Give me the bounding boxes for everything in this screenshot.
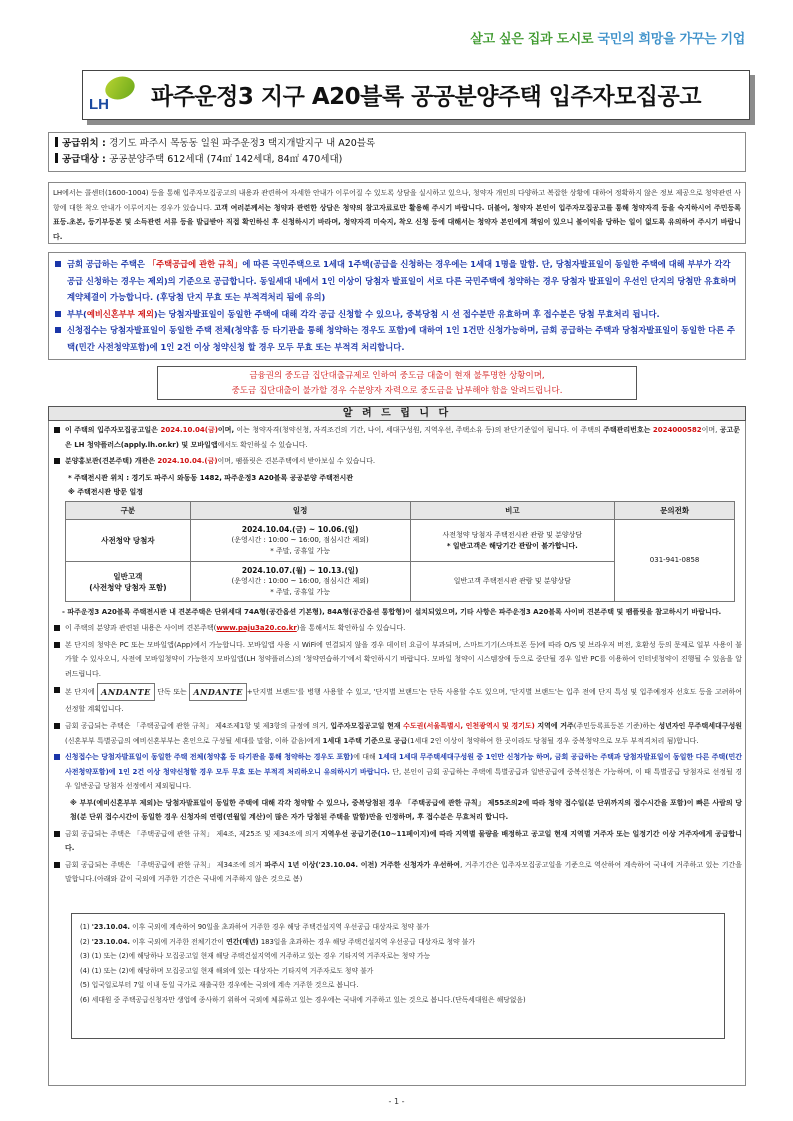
para-text: 지역에 거주: [534, 722, 574, 730]
housing-management-number: 2024000582: [652, 426, 702, 434]
loan-notice-line: 중도금 집단대출이 불가할 경우 수분양자 자력으로 중도금을 납부해야 함을 알려드립니다.: [231, 386, 563, 396]
blue-square-bullet-icon: [55, 311, 61, 317]
rule-text: 이후 국외에 거주한 전체기간이: [130, 937, 227, 946]
rule-item: [80, 935, 716, 950]
para-text: (1세대 2인 이상이 청약하여 한 곳이라도 당첨될 경우 중복청약으로 모두 부적격처리 됨)합니다.: [407, 736, 699, 745]
schedule-hours: (운영시간 : 10:00 ~ 16:00, 점심시간 제외): [231, 577, 369, 585]
exhibition-location: * 주택전시관 위치 : 경기도 파주시 와동동 1482, 파주운정3 A20블록 공공분양 주택전시관: [68, 473, 354, 482]
bullet-bar-icon: [55, 137, 58, 147]
andante-brand-logo: ANDANTE: [189, 683, 247, 701]
para-text: 신청접수는 당첨자발표일이 동일한 주택 전체(청약홈 등 타기관을 통해 청약하는 경우도 포함): [65, 753, 354, 761]
para-text: 성년자인 무주택세대구성원: [658, 722, 743, 730]
announcement-paragraph: [54, 827, 742, 856]
rule-text-bold: 연간(매년): [226, 937, 259, 946]
square-bullet-icon: [54, 427, 60, 433]
schedule-date: 2024.10.04.(금) ~ 10.06.(일): [241, 525, 359, 534]
blue-square-bullet-icon: [55, 327, 61, 333]
para-text: 단독 또는: [154, 688, 190, 696]
announcement-section: [48, 421, 746, 1086]
square-bullet-icon: [54, 723, 60, 729]
announcement-paragraph: [54, 454, 740, 469]
para-text: 1세대 1주택 기준으로 공급: [322, 736, 408, 745]
supply-target-label: 공급대상 :: [62, 154, 110, 165]
warning-text-red: 예비신혼부부 제외: [86, 308, 154, 319]
slogan: [470, 30, 745, 50]
supply-location: [55, 136, 739, 152]
para-text-red: 수도권(서울특별시, 인천광역시 및 경기도): [403, 722, 535, 730]
residence-rules-box: [71, 913, 725, 1039]
rule-text: 이후 국외에 계속하여 90일을 초과하여 거주한 경우 해당 주택건설지역 우선공급 대상자로 청약 불가: [130, 923, 430, 931]
para-text: 금회 공급되는 주택은 「주택공급에 관한 규칙」 제4조제1항 및 제3항의 규정에 의거,: [65, 722, 331, 730]
para-text: , 거주기간은 입주자모집공고일을 기준으로 역산하여 계속하여 국내에 거주하고 있는 기간을 말합니다.(아래와 같이 국외에 거주한 기간은 국내에 거주하지 않은 것으로 봄): [65, 860, 742, 883]
para-text: 본 단지의 청약은 PC 또는 모바일앱(App)에서 가능합니다. 모바일앱 사용 시 WiFi에 연결되지 않을 경우 데이터 요금이 부과되며, 스마트기기(스마트폰 등)에 따라 O/S 및 브라우저 버전, 호환성 등의 문제로 일부 사용이 불가할 수 있사오니, 사전에 모바일청약이 가능한지 모바일앱(LH 청약플러스)의 '청약연습하기'에서 확인하시기 바랍니다. 모바일 청약이 시스템장애 등으로 중단될 경우 일반 PC를 이용하여 인터넷청약이 진행될 수 있음을 알려드립니다.: [65, 640, 742, 678]
model-house-date: 2024.10.04.(금): [157, 457, 218, 465]
para-text: 이는 청약자격(청약신청, 자격조건의 기간, 나이, 세대구성원, 지역우선, 주택소유 등)의 판단기준일이 됩니다. 이 주택의: [234, 426, 604, 434]
square-bullet-icon: [54, 458, 60, 464]
blue-square-bullet-icon: [55, 261, 61, 267]
table-header: 문의전화: [615, 502, 735, 520]
rule-date: '23.10.04.: [91, 923, 130, 931]
rule-item: (6) 세대원 중 주택공급신청자만 생업에 종사하기 위하여 국외에 체류하고 있는 경우에는 국내에 거주하고 있는 것으로 봅니다.(단독세대원은 해당없음): [80, 995, 526, 1004]
announcement-header: 알 려 드 립 니 다: [48, 406, 746, 421]
title-banner: [82, 70, 750, 120]
consultation-notice: [48, 182, 746, 244]
table-header: 비고: [410, 502, 615, 520]
para-text: +단지별 브랜드'를 병행 사용할 수 있고, '단지별 브랜드'는 단독 사용할 수도 있으며, '단지별 브랜드'는 입주 전에 단지 특성 및 입주예정자 선호도 등을 고려하여 선정할 계획입니다.: [65, 688, 742, 713]
table-header: 일정: [190, 502, 410, 520]
para-text: 공고문은 LH 청약플러스(apply.lh.or.kr) 및 모바일앱: [65, 426, 740, 449]
rule-text: 183일을 초과하는 경우 해당 주택건설지역 우선공급 대상자로 청약 불가: [258, 937, 475, 946]
warning-text: 부부(: [67, 308, 87, 319]
cyber-model-house-link[interactable]: www.paju3a20.co.kr: [216, 624, 297, 632]
para-text: 1세대 1세대 무주택세대구성원 중 1인만 신청가능 하며, 금회 공급하는 주택과 당첨자발표일이 동일한 다른 주택(민간 사전청약포함)에 1인 2건 이상 청약신청할 경우 모두 무효 또는 부적격 처리하오니 유의하시기 바랍니다.: [65, 753, 742, 776]
lh-logo-text: LH: [89, 96, 109, 113]
para-text: 에서도 확인하실 수 있습니다.: [217, 440, 308, 449]
announcement-date: 2024.10.04(금): [160, 426, 218, 434]
para-text: 금회 공급되는 주택은 「주택공급에 관한 규칙」 제34조에 의거: [65, 860, 265, 869]
table-category: (사전청약 당첨자 포함): [89, 582, 167, 592]
announcement-paragraph: [54, 683, 742, 717]
square-bullet-icon: [54, 642, 60, 648]
para-text: (신혼부부 특별공급의 예비신혼부부는 혼인으로 구성될 세대를 말함, 이하 같음)에게: [65, 736, 323, 745]
schedule-holiday: * 주말, 공휴일 가능: [270, 547, 331, 555]
para-text: 단, 본인이 금회 공급하는 주택에 특별공급과 일반공급에 중복신청은 가능하며, 이 때 특별공급 당첨자로 선정될 경우 일반공급 당첨자 선정에서 제외됩니다.: [65, 767, 742, 790]
table-row: [66, 520, 735, 562]
para-text: 이며, 팸플릿은 견본주택에서 받아보실 수 있습니다.: [217, 457, 376, 465]
square-bullet-icon: [54, 862, 60, 868]
table-note: * 일반고객은 해당기간 관람이 불가합니다.: [446, 541, 578, 550]
para-text: 분양홍보관(견본주택) 개관은: [65, 457, 158, 465]
para-text: 지역우선 공급기준(10~11페이지)에 따라 지역별 물량을 배정하고 공고일 현재 지역별 거주자 또는 일정기간 이상 거주자에게 공급합니다.: [65, 829, 742, 852]
para-text: 이며,: [217, 426, 235, 434]
square-bullet-icon: [54, 831, 60, 837]
contact-phone: 031-941-0858: [615, 520, 735, 602]
announcement-details: [54, 605, 742, 889]
visit-schedule-heading: ※ 주택전시관 방문 일정: [68, 488, 143, 496]
announcement-paragraph: [54, 858, 742, 887]
table-header-row: [66, 502, 735, 520]
andante-brand-logo: ANDANTE: [97, 683, 155, 701]
rule-item: (5) 입국일로부터 7일 이내 동일 국가로 재출국한 경우에는 국외에 계속 거주한 것으로 봅니다.: [80, 981, 359, 989]
rule-item: [80, 920, 716, 935]
rule-text: (1): [80, 923, 92, 931]
bullet-bar-icon: [55, 153, 58, 163]
para-text: 파주시 1년 이상('23.10.04. 이전) 거주한 신청자가 우선하여: [264, 860, 461, 869]
supply-location-value: 경기도 파주시 목동동 일원 파주운정3 택지개발지구 내 A20블록: [109, 138, 376, 149]
supply-info-box: [48, 132, 746, 172]
announcement-paragraph: [54, 750, 742, 794]
blue-square-bullet-icon: [54, 754, 60, 760]
schedule-hours: (운영시간 : 10:00 ~ 16:00, 점심시간 제외): [231, 536, 369, 544]
slogan-part1: 살고 싶은 집과 도시로: [470, 32, 594, 47]
table-header: 구분: [66, 502, 191, 520]
warning-item: [55, 256, 739, 306]
warning-text: 금회 공급하는 주택은: [67, 259, 148, 269]
schedule-holiday: * 주말, 공휴일 가능: [270, 588, 331, 596]
table-cell: [190, 562, 410, 602]
model-house-note: - 파주운정3 A20블록 주택전시관 내 견본주택은 단위세대 74A형(공간옵션 기본형), 84A형(공간옵션 통합형)이 설치되었으며, 기타 사항은 파주운정3 A20블록 사이버 견본주택 및 팸플릿을 참고하시기 바랍니다.: [62, 608, 722, 616]
table-note: 사전청약 당첨자 주택전시관 관람 및 분양상담: [442, 530, 583, 539]
notice-text: LH에서는 콜센터(1600-1004) 등을 통해 입주자모집공고의 내용과 관련하여 자세한 안내가 이루어질 수 있도록 상담을 실시하고 있으나, 청약자 개인의 다양하고 복잡한 상황에 대하여 정확하지 않은 정보 제공으로 청약관련 사항에 대한 착오 안내가 이루어지는 경우가 있습니다.: [53, 189, 741, 212]
announcement-paragraph: [54, 638, 742, 682]
rule-item: (4) (1) 또는 (2)에 해당하며 모집공고일 현재 해외에 있는 대상자는 기타지역 거주자로도 청약 불가: [80, 966, 374, 975]
para-text: 이며,: [701, 426, 720, 434]
para-text: (주민등록표등본 기준)하는: [573, 722, 659, 730]
page-title: 파주운정3 지구 A20블록 공공분양주택 입주자모집공고: [151, 84, 701, 110]
para-text: 입주자모집공고일 현재: [330, 722, 404, 730]
loan-notice-line: 금융권의 중도금 집단대출규제로 인하여 중도금 대출이 현재 불투명한 상황이며,: [249, 371, 545, 381]
square-bullet-icon: [54, 687, 60, 693]
table-cell: [190, 520, 410, 562]
notice-emphasis: 고객 여러분께서는 청약과 관련한 상담은 청약의 참고자료로만 활용해 주시기 바랍니다. 더불어, 청약자 본인이 입주자모집공고를 통해 청약자격 등을 숙지하시어 주민등록표등.초본, 등기부등본 및 소득관련 서류 등을 발급받아 직접 확인하신 후 신청하시기 바라며, 청약자격 미숙지, 착오 신청 등에 대해서는 청약자 본인에게 책임이 있으니 불이익을 당하는 일이 없도록 유의하여 주시기 바랍니다.: [53, 203, 741, 241]
supply-target: [55, 152, 739, 168]
supply-location-label: 공급위치 :: [62, 138, 110, 149]
spouse-application-note: ※ 부부(예비신혼부부 제외)는 당첨자발표일이 동일한 주택에 대해 각각 청약할 수 있으나, 중복당첨된 경우 「주택공급에 관한 규칙」 제55조의2에 따라 청약 접수일(분 단위까지의 접수시간을 포함)이 빠른 사람의 당첨(분 단위 접수시간이 동일한 경우 신청자의 연령(연월일 계산)이 많은 자가 당첨된 주택을 말함)만을 인정하며, 후 접수분은 무효처리 합니다.: [70, 798, 742, 821]
para-text: 금회 공급되는 주택은 「주택공급에 관한 규칙」 제4조, 제25조 및 제34조에 의거: [65, 829, 321, 838]
slogan-part2: 국민의 희망을 가꾸는 기업: [593, 32, 745, 47]
lh-logo: [87, 77, 137, 115]
square-bullet-icon: [54, 625, 60, 631]
para-text: 이 주택의 입주자모집공고일은: [65, 426, 161, 434]
supply-target-value: 공공분양주택 612세대 (74㎡ 142세대, 84㎡ 470세대): [109, 154, 343, 165]
warning-text: 신청접수는 당첨자발표일이 동일한 주택 전체(청약홈 등 타기관을 통해 청약하는 경우도 포함)에 대하여 1인 1건만 신청가능하며, 금회 공급하는 주택과 당첨자발표일이 동일한 다른 주택(민간 사전청약포함)에 1인 2건 이상 청약신청 할 경우 모두 무효 또는 부적격 처리합니다.: [67, 325, 736, 352]
table-cell: [410, 520, 615, 562]
rule-text: (2): [80, 937, 92, 946]
warning-text-red: 「주택공급에 관한 규칙」: [147, 259, 243, 269]
table-cell: 사전청약 당첨자: [66, 520, 191, 562]
loan-notice: [157, 366, 637, 400]
schedule-date: 2024.10.07.(월) ~ 10.13.(일): [241, 566, 359, 575]
page-number: - 1 -: [388, 1097, 405, 1106]
rule-date: '23.10.04.: [91, 937, 130, 946]
warning-item: [55, 322, 739, 355]
announcement-paragraph: [54, 621, 742, 636]
warning-box: [48, 252, 746, 360]
para-text: 주택관리번호는: [603, 426, 653, 434]
para-text: 에 대해: [353, 753, 379, 761]
warning-item: [55, 306, 739, 323]
rule-item: (3) (1) 또는 (2)에 해당하나 모집공고일 현재 해당 주택건설지역에 거주하고 있는 경우 기타지역 거주자로는 청약 가능: [80, 952, 431, 960]
visit-schedule-table: [65, 501, 735, 602]
para-text: )을 통해서도 확인하실 수 있습니다.: [296, 624, 406, 632]
table-cell: 일반고객 주택전시관 관람 및 분양상담: [410, 562, 615, 602]
announcement-paragraph: [54, 423, 740, 452]
warning-text: )는 당첨자발표일이 동일한 주택에 대해 각각 공급 신청할 수 있으나, 중복당첨 시 선 접수분만 유효하며 후 접수분은 당첨 무효처리 됩니다.: [153, 308, 660, 319]
table-cell: [66, 562, 191, 602]
table-category: 일반고객: [113, 571, 143, 581]
para-text: 본 단지에: [65, 688, 98, 696]
announcement-paragraph: [54, 719, 742, 748]
para-text: 이 주택의 분양과 관련된 내용은 사이버 견본주택(: [65, 624, 217, 632]
warning-text: 에 따른 국민주택으로 1세대 1주택(공급을 신청하는 경우에는 1세대 1명을 말함. 단, 당첨자발표일이 동일한 주택에 대해 부부가 각각 공급 신청하는 경우는 제외)의 기준으로 공급합니다. 동일세대 내에서 1인 이상이 당첨자 발표일이 서로 다른 국민주택에 청약하는 경우 당첨자 발표일이 우선인 단지의 당첨만 유효하며 계약체결이 가능합니다. (후당첨 단지 무효 또는 부적격처리 됨에 유의): [67, 259, 737, 302]
